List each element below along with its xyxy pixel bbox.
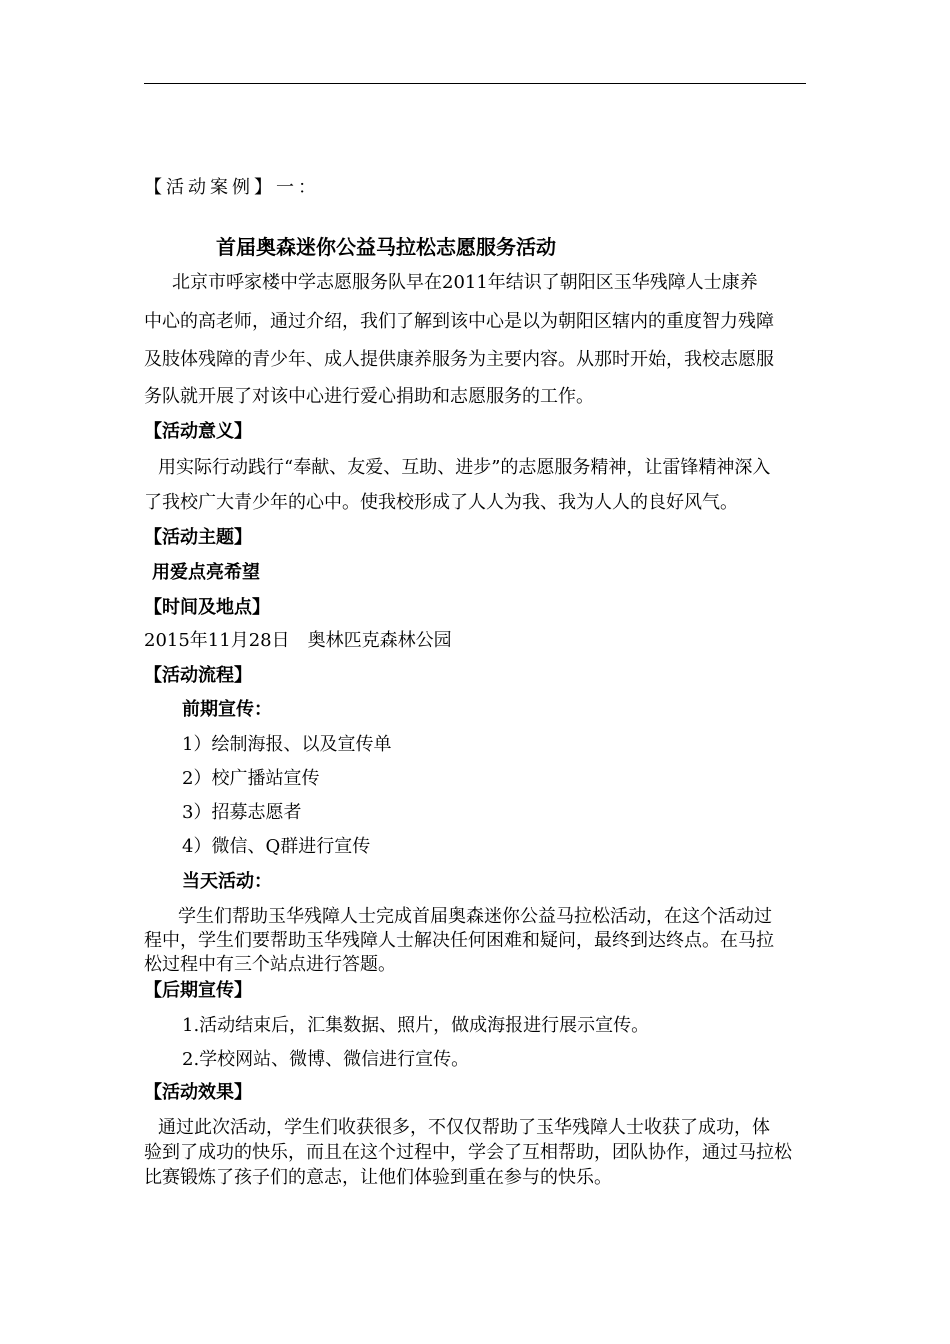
intro-line-1: 北京市呼家楼中学志愿服务队早在2011年结识了朝阳区玉华残障人士康养 xyxy=(172,272,758,293)
post-item-1: 1.活动结束后，汇集数据、照片，做成海报进行展示宣传。 xyxy=(182,1015,650,1036)
post-item-2: 2.学校网站、微博、微信进行宣传。 xyxy=(182,1049,470,1070)
process-heading: 【活动流程】 xyxy=(144,665,252,686)
effect-line-3: 比赛锻炼了孩子们的意志，让他们体验到重在参与的快乐。 xyxy=(144,1167,612,1188)
pre-publicity-heading: 前期宣传： xyxy=(182,699,272,720)
day-line-1: 学生们帮助玉华残障人士完成首届奥森迷你公益马拉松活动，在这个活动过 xyxy=(178,906,772,927)
effect-line-2: 验到了成功的快乐，而且在这个过程中，学会了互相帮助，团队协作，通过马拉松 xyxy=(144,1142,792,1163)
significance-line-1: 用实际行动践行“奉献、友爱、互助、进步”的志愿服务精神，让雷锋精神深入 xyxy=(158,457,771,478)
effect-line-1: 通过此次活动，学生们收获很多，不仅仅帮助了玉华残障人士收获了成功，体 xyxy=(158,1117,770,1138)
document-title: 首届奥森迷你公益马拉松志愿服务活动 xyxy=(216,235,556,259)
day-line-3: 松过程中有三个站点进行答题。 xyxy=(144,954,396,975)
theme-heading: 【活动主题】 xyxy=(144,527,252,548)
pre-item-3: 3）招募志愿者 xyxy=(182,802,302,823)
time-place-text: 2015年11月28日 奥林匹克森林公园 xyxy=(144,630,452,651)
case-heading: 【活动案例】一： xyxy=(144,177,320,198)
effect-heading: 【活动效果】 xyxy=(144,1082,252,1103)
pre-item-2: 2）校广播站宣传 xyxy=(182,768,320,789)
post-heading: 【后期宣传】 xyxy=(144,980,252,1001)
day-line-2: 程中，学生们要帮助玉华残障人士解决任何困难和疑问，最终到达终点。在马拉 xyxy=(144,930,774,951)
intro-line-4: 务队就开展了对该中心进行爱心捐助和志愿服务的工作。 xyxy=(144,386,594,407)
header-rule xyxy=(144,83,806,84)
pre-item-1: 1）绘制海报、以及宣传单 xyxy=(182,734,392,755)
theme-text: 用爱点亮希望 xyxy=(152,562,260,583)
intro-line-2: 中心的高老师，通过介绍，我们了解到该中心是以为朝阳区辖内的重度智力残障 xyxy=(144,311,774,332)
day-activity-heading: 当天活动： xyxy=(182,871,272,892)
significance-line-2: 了我校广大青少年的心中。使我校形成了人人为我、我为人人的良好风气。 xyxy=(144,492,738,513)
significance-heading: 【活动意义】 xyxy=(144,421,252,442)
intro-line-3: 及肢体残障的青少年、成人提供康养服务为主要内容。从那时开始，我校志愿服 xyxy=(144,349,774,370)
time-place-heading: 【时间及地点】 xyxy=(144,597,270,618)
pre-item-4: 4）微信、Q群进行宣传 xyxy=(182,836,371,857)
